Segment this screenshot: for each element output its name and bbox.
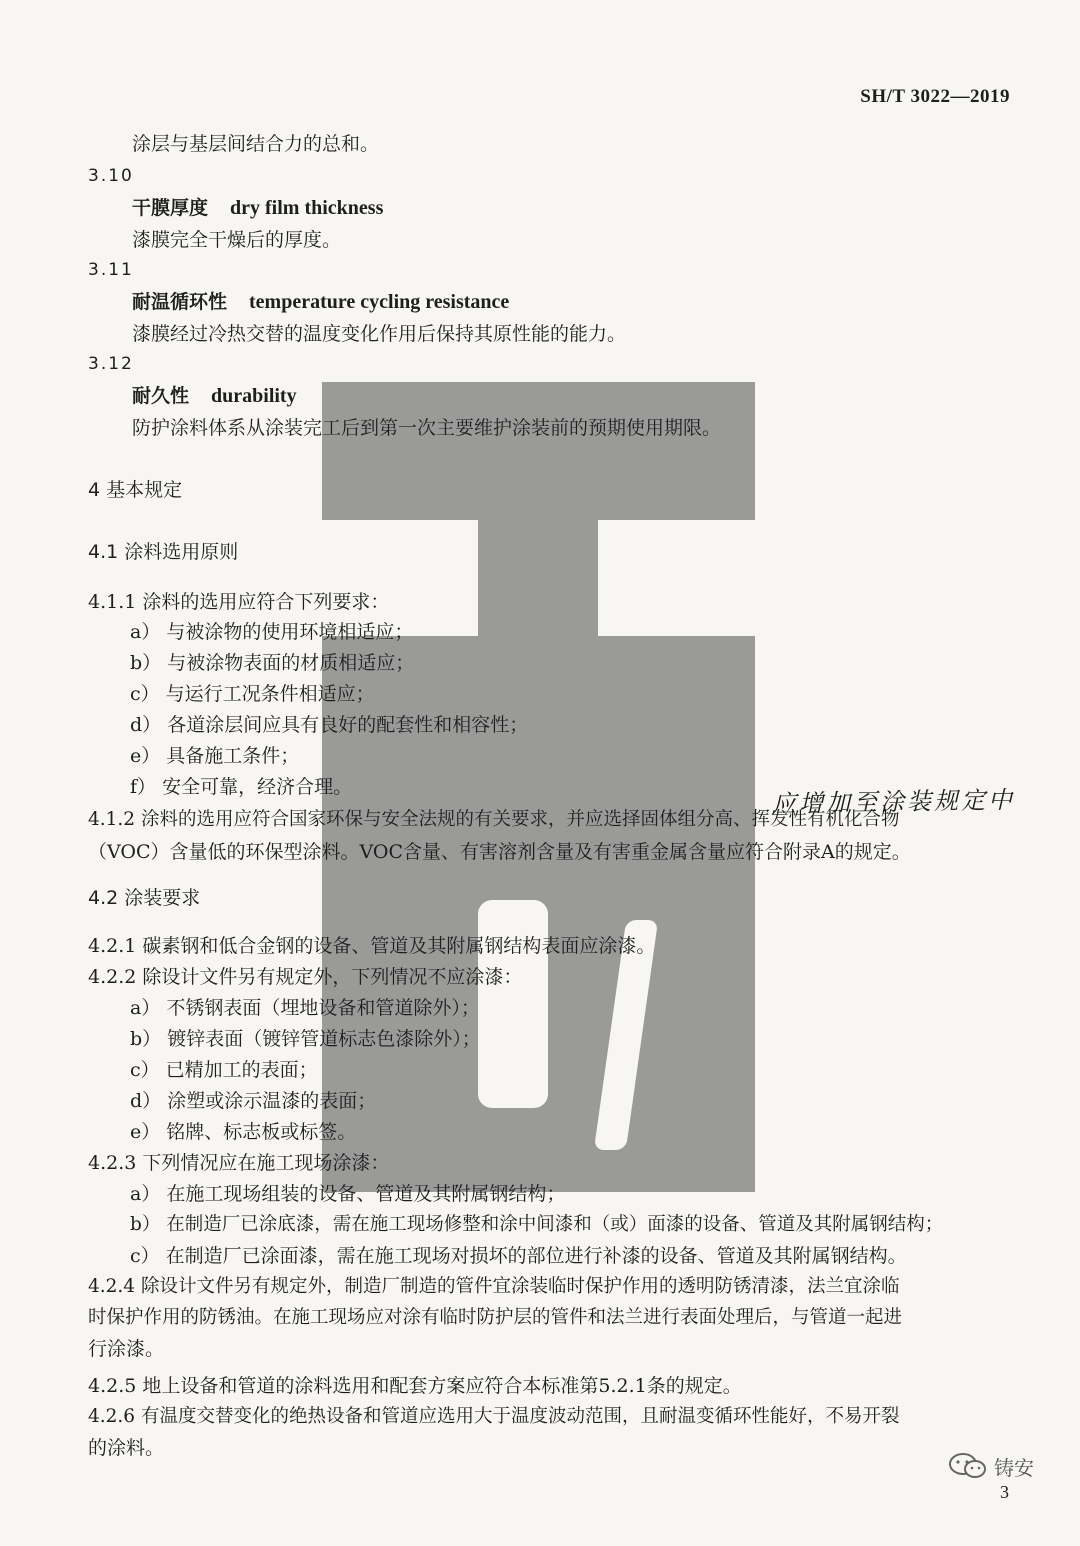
list-item: f） 安全可靠，经济合理。: [130, 776, 353, 798]
handwritten-note: 应增加至涂装规定中: [771, 785, 1016, 819]
clause-line: 4.1.1 涂料的选用应符合下列要求：: [88, 591, 390, 613]
page-number: 3: [1000, 1482, 1009, 1502]
section-heading: 4 基本规定: [88, 479, 183, 501]
term-chinese: 干膜厚度: [132, 197, 209, 219]
standard-code: SH/T 3022—2019: [860, 86, 1010, 107]
list-item: c） 已精加工的表面；: [130, 1059, 318, 1081]
clause-number: 3.10: [88, 166, 134, 186]
clause-line: 4.2.6 有温度交替变化的绝热设备和管道应选用大于温度波动范围，且耐温变循环性能好，不易开裂: [88, 1406, 900, 1427]
list-item: a） 不锈钢表面（埋地设备和管道除外）；: [130, 997, 480, 1019]
clause-line: 4.2.2 除设计文件另有规定外，下列情况不应涂漆：: [88, 966, 523, 988]
clause-line: 时保护作用的防锈油。在施工现场应对涂有临时防护层的管件和法兰进行表面处理后，与管道一起进: [88, 1307, 903, 1328]
clause-line: 4.2.5 地上设备和管道的涂料选用和配套方案应符合本标准第5.2.1条的规定。: [88, 1375, 742, 1397]
term-english: durability: [211, 385, 297, 407]
clause-line: 4.2.1 碳素钢和低合金钢的设备、管道及其附属钢结构表面应涂漆。: [88, 935, 656, 957]
clause-number: 3.11: [88, 260, 134, 280]
brand-label: 铸安: [994, 1456, 1034, 1480]
watermark-hole-left: [478, 900, 548, 1108]
subsection-heading: 4.2 涂装要求: [88, 887, 201, 909]
text-line: 防护涂料体系从涂装完工后到第一次主要维护涂装前的预期使用期限。: [132, 417, 722, 439]
clause-line: 4.2.3 下列情况应在施工现场涂漆：: [88, 1152, 390, 1174]
list-item: c） 在制造厂已涂面漆，需在施工现场对损坏的部位进行补漆的设备、管道及其附属钢结构。: [130, 1245, 907, 1267]
text-line: 漆膜经过冷热交替的温度变化作用后保持其原性能的能力。: [132, 323, 627, 345]
wechat-icon: [948, 1452, 988, 1480]
clause-line: 4.1.2 涂料的选用应符合国家环保与安全法规的有关要求，并应选择固体组分高、挥发性有机化合物: [88, 809, 900, 830]
list-item: b） 在制造厂已涂底漆，需在施工现场修整和涂中间漆和（或）面漆的设备、管道及其附属钢结构；: [130, 1214, 944, 1235]
clause-number: 3.12: [88, 354, 134, 374]
list-item: d） 涂塑或涂示温漆的表面；: [130, 1090, 377, 1112]
clause-line: 行涂漆。: [88, 1338, 165, 1360]
clause-line: （VOC）含量低的环保型涂料。VOC含量、有害溶剂含量及有害重金属含量应符合附录A的规定。: [88, 841, 911, 863]
term-chinese: 耐久性: [132, 385, 190, 407]
clause-line: 4.2.4 除设计文件另有规定外，制造厂制造的管件宜涂装临时保护作用的透明防锈清漆，法兰宜涂临: [88, 1276, 900, 1297]
term-line: [132, 290, 509, 314]
text-line: 漆膜完全干燥后的厚度。: [132, 229, 342, 251]
list-item: a） 在施工现场组装的设备、管道及其附属钢结构；: [130, 1183, 566, 1205]
subsection-heading: 4.1 涂料选用原则: [88, 541, 239, 563]
term-line: [132, 384, 297, 408]
term-chinese: 耐温循环性: [132, 291, 228, 313]
list-item: e） 铭牌、标志板或标签。: [130, 1121, 357, 1143]
list-item: a） 与被涂物的使用环境相适应；: [130, 621, 414, 643]
clause-line: 的涂料。: [88, 1437, 165, 1459]
list-item: e） 具备施工条件；: [130, 745, 300, 767]
watermark-block-stem: [478, 520, 598, 636]
term-english: temperature cycling resistance: [249, 291, 510, 313]
list-item: d） 各道涂层间应具有良好的配套性和相容性；: [130, 714, 529, 736]
text-line: 涂层与基层间结合力的总和。: [132, 133, 380, 155]
term-line: [132, 196, 383, 220]
list-item: b） 与被涂物表面的材质相适应；: [130, 652, 415, 674]
term-english: dry film thickness: [230, 197, 384, 219]
list-item: b） 镀锌表面（镀锌管道标志色漆除外）；: [130, 1028, 481, 1050]
list-item: c） 与运行工况条件相适应；: [130, 683, 375, 705]
watermark-block-top: [322, 382, 755, 520]
